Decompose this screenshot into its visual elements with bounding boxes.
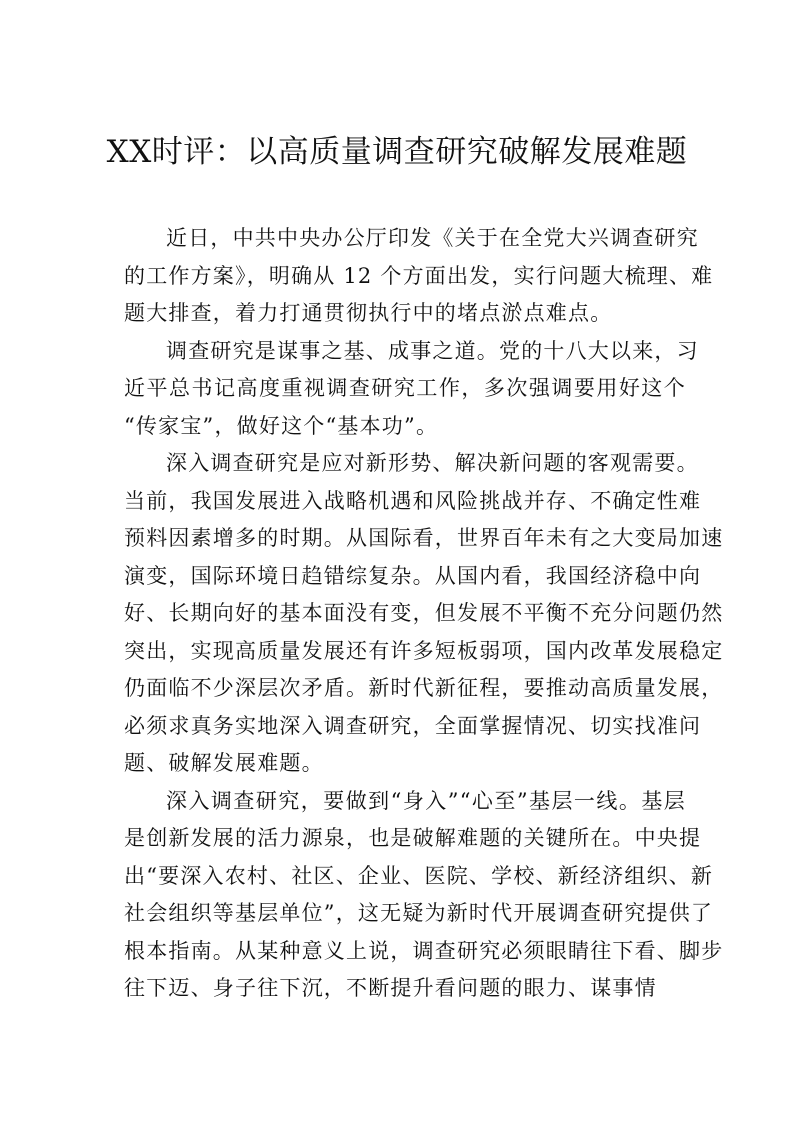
document-body [124,220,724,1008]
paragraph-line: 演变，国际环境日趋错综复杂。从国内看，我国经济稳中向 [124,563,702,588]
paragraph [124,333,699,446]
paragraph-line: 近日，中共中央办公厅印发《关于在全党大兴调查研究 [166,226,699,250]
paragraph-line: 题、破解发展难题。 [124,751,324,775]
paragraph-line: 突出，实现高质量发展还有许多短板弱项，国内改革发展稳定 [124,638,724,663]
paragraph-line: “传家宝”，做好这个“基本功”。 [124,413,439,438]
document-title: XX时评：以高质量调查研究破解发展难题 [106,134,688,170]
paragraph-line: 仍面临不少深层次矛盾。新时代新征程，要推动高质量发展， [124,676,724,700]
paragraph-line: 必须求真务实地深入调查研究，全面掌握情况、切实找准问 [124,713,702,738]
paragraph-line: 深入调查研究是应对新形势、解决新问题的客观需要。 [166,451,699,475]
paragraph-line: 出“要深入农村、社区、企业、医院、学校、新经济组织、新 [124,863,714,888]
paragraph [124,783,724,1008]
paragraph-line: 的工作方案》，明确从 12 个方面出发，实行问题大梳理、难 [124,263,714,288]
paragraph-line: 往下迈、身子往下沉，不断提升看问题的眼力、谋事情 [124,976,657,1000]
paragraph-line: 社会组织等基层单位”，这无疑为新时代开展调查研究提供了 [124,901,714,925]
paragraph-line: 当前，我国发展进入战略机遇和风险挑战并存、不确定性难 [124,488,702,513]
paragraph-line: 近平总书记高度重视调查研究工作，多次强调要用好这个 [124,376,686,400]
paragraph-line: 是创新发展的活力源泉，也是破解难题的关键所在。中央提 [124,826,702,850]
paragraph-line: 调查研究是谋事之基、成事之道。党的十八大以来，习 [166,338,699,363]
paragraph [124,220,714,333]
paragraph-line: 题大排查，着力打通贯彻执行中的堵点淤点难点。 [124,301,613,325]
paragraph [124,445,724,783]
paragraph-line: 根本指南。从某种意义上说，调查研究必须眼睛往下看、脚步 [124,938,724,963]
paragraph-line: 深入调查研究，要做到“身入”“心至”基层一线。基层 [166,788,686,813]
paragraph-line: 预料因素增多的时期。从国际看，世界百年未有之大变局加速 [124,526,724,550]
paragraph-line: 好、长期向好的基本面没有变，但发展不平衡不充分问题仍然 [124,601,724,625]
